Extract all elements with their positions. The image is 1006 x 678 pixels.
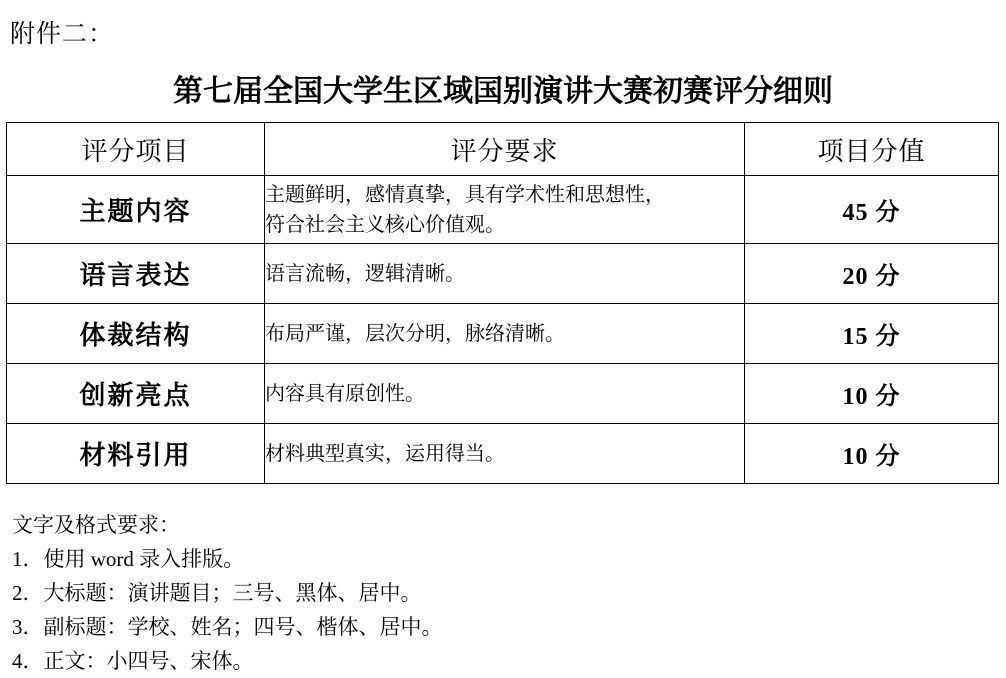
format-requirements bbox=[12, 508, 992, 678]
attachment-label: 附件二： bbox=[10, 21, 115, 48]
row-requirement bbox=[265, 364, 745, 424]
row-item-name: 体裁结构 bbox=[7, 304, 265, 364]
table-row bbox=[7, 424, 999, 484]
row-points: 20 分 bbox=[745, 244, 999, 304]
header-cell-item: 评分项目 bbox=[7, 123, 265, 176]
page-title: 第七届全国大学生区域国别演讲大赛初赛评分细则 bbox=[173, 75, 833, 108]
table-row bbox=[7, 176, 999, 244]
requirement-line: 材料典型真实，运用得当。 bbox=[265, 442, 505, 465]
row-points: 10 分 bbox=[745, 424, 999, 484]
row-requirement bbox=[265, 176, 745, 244]
row-item-name: 语言表达 bbox=[7, 244, 265, 304]
notes-line: 1．使用 word 录入排版。 bbox=[12, 547, 245, 572]
row-item-name: 材料引用 bbox=[7, 424, 265, 484]
requirement-line: 符合社会主义核心价值观。 bbox=[265, 213, 505, 236]
notes-line: 4．正文：小四号、宋体。 bbox=[12, 649, 254, 674]
row-requirement bbox=[265, 304, 745, 364]
table-row bbox=[7, 364, 999, 424]
row-requirement bbox=[265, 244, 745, 304]
requirement-line: 内容具有原创性。 bbox=[265, 382, 425, 405]
row-requirement bbox=[265, 424, 745, 484]
notes-line: 2．大标题：演讲题目；三号、黑体、居中。 bbox=[12, 581, 422, 606]
table-row bbox=[7, 244, 999, 304]
notes-heading: 文字及格式要求： bbox=[12, 513, 180, 537]
requirement-line: 主题鲜明，感情真挚，具有学术性和思想性， bbox=[265, 183, 665, 206]
requirement-line: 布局严谨，层次分明，脉络清晰。 bbox=[265, 322, 565, 345]
table-row bbox=[7, 304, 999, 364]
row-points: 10 分 bbox=[745, 364, 999, 424]
table-header-row bbox=[7, 123, 999, 176]
requirement-line: 语言流畅，逻辑清晰。 bbox=[265, 262, 465, 285]
header-cell-points: 项目分值 bbox=[745, 123, 999, 176]
notes-line: 3．副标题：学校、姓名；四号、楷体、居中。 bbox=[12, 615, 443, 640]
row-points: 15 分 bbox=[745, 304, 999, 364]
header-cell-requirement: 评分要求 bbox=[265, 123, 745, 176]
scoring-criteria-table bbox=[6, 122, 999, 484]
row-item-name: 主题内容 bbox=[7, 176, 265, 244]
row-item-name: 创新亮点 bbox=[7, 364, 265, 424]
row-points: 45 分 bbox=[745, 176, 999, 244]
